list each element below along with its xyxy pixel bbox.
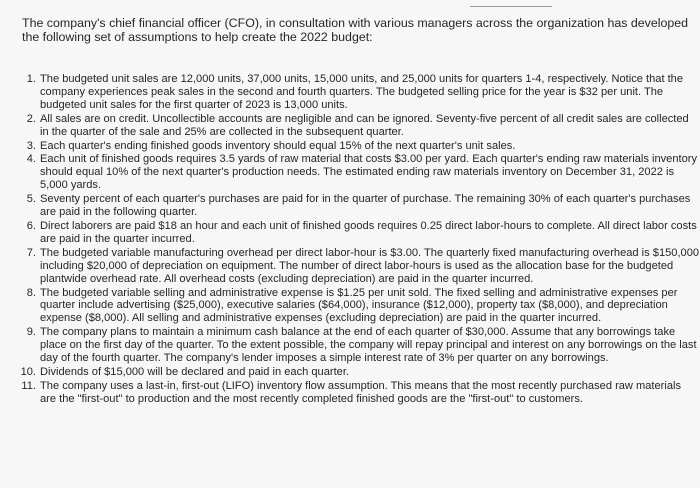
list-item [22,113,700,139]
list-item [22,247,700,286]
list-item [22,153,700,192]
item-text: Each quarter's ending finished goods inventory should equal 15% of the next quarter's unit sales. [40,139,516,152]
item-number: 4. [26,153,36,166]
item-text: The budgeted variable manufacturing overhead per direct labor-hour is $3.00. The quarterly fixed manufacturing overhead is $150,000 including $20,000 of depreciation on equipment. The number of direct labor-hours is used as the allocation base for the budgeted plantwide overhead rate. All overhead costs (excluding depreciation) are paid in the quarter incurred. [40,246,700,285]
list-item [22,380,700,406]
item-number: 11. [21,379,36,392]
item-number: 6. [26,219,36,232]
item-number: 1. [26,73,36,85]
item-text: Each unit of finished goods requires 3.5 yards of raw material that costs $3.00 per yard. Each quarter's ending raw materials inventory should equal 10% of the next quarter's production needs. The estimated ending raw materials inventory on December 31, 2022 is 5,000 yards. [40,153,697,192]
item-text: The company uses a last-in, first-out (LIFO) inventory flow assumption. This means that the most recently purchased raw materials are the "first-out" to production and the most recently completed finished goods are the "first-out" to customers. [40,379,682,405]
item-text: Direct laborers are paid $18 an hour and each unit of finished goods requires 0.25 direct labor-hours to complete. All direct labor costs are paid in the quarter incurred. [40,219,697,245]
intro-paragraph: The company's chief financial officer (CFO), in consultation with various managers across the organization has developed the following set of assumptions to help create the 2022 budget: [22,16,689,45]
top-divider [470,6,552,7]
item-number: 10. [20,365,36,378]
list-item [22,220,700,246]
item-text: All sales are on credit. Uncollectible accounts are negligible and can be ignored. Seventy-five percent of all credit sales are collected in the quarter of the sale and 25% are collected in the subsequent quarter. [40,112,689,138]
list-item [22,73,700,112]
item-text: The budgeted unit sales are 12,000 units, 37,000 units, 15,000 units, and 25,000 units for quarters 1-4, respectively. Notice that the company experiences peak sales in the second and fourth quarters. The budgeted selling price for the year is $32 per unit. The budgeted unit sales for the first quarter of 2023 is 13,000 units. [40,73,684,111]
list-item [22,193,700,219]
list-item [22,287,700,326]
item-text: The company plans to maintain a minimum cash balance at the end of each quarter of $30,000. Assume that any borrowings take place on the first day of the quarter. To the extent possible, the company will repay principal and interest on any borrowings on the last day of the fourth quarter. The company's lender imposes a simple interest rate of 3% per quarter on any borrowings. [40,326,697,365]
item-number: 2. [26,112,36,125]
list-item [22,366,700,379]
assumptions-list [22,73,700,407]
item-number: 9. [26,326,36,339]
item-number: 5. [26,193,36,206]
item-text: Seventy percent of each quarter's purchases are paid for in the quarter of purchase. The remaining 30% of each quarter's purchases are paid in the following quarter. [40,193,691,219]
list-item [22,140,700,153]
list-item [22,326,700,365]
item-text: Dividends of $15,000 will be declared and paid in each quarter. [40,365,349,378]
item-text: The budgeted variable selling and administrative expense is $1.25 per unit sold. The fixed selling and administrative expenses per quarter include advertising ($25,000), executive salaries ($64,000), insurance ($12,000), property tax ($8,000), and depreciation expense ($8,000). All selling and administrative expenses (excluding depreciation) are paid in the quarter incurred. [40,286,678,325]
item-number: 3. [26,139,36,152]
item-number: 8. [26,286,36,299]
item-number: 7. [26,246,36,259]
